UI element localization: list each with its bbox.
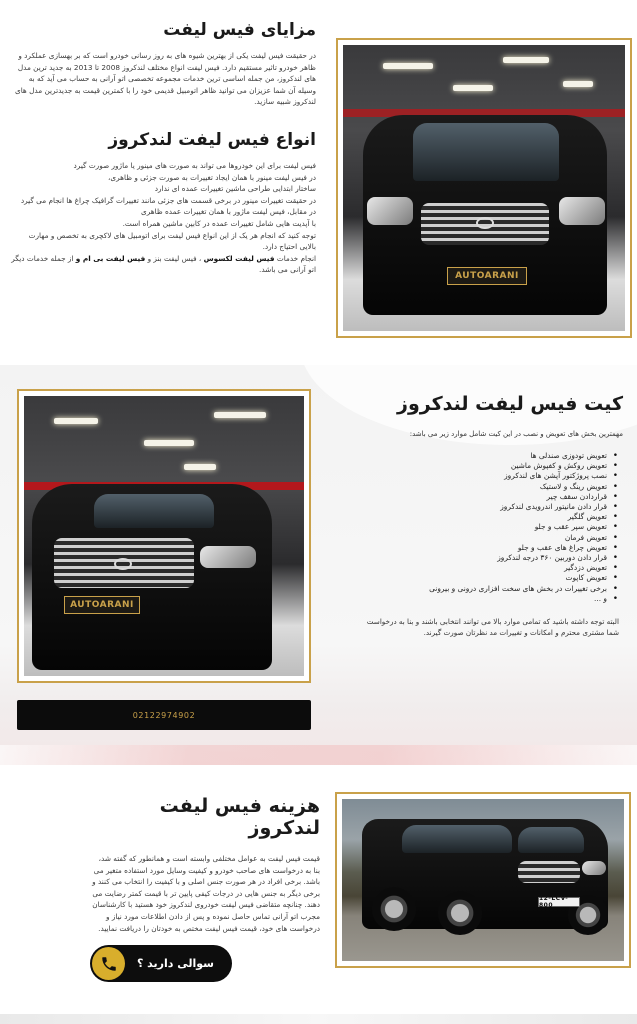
autoarani-plate: AUTOARANI: [64, 596, 140, 614]
toyota-emblem-icon: [476, 217, 494, 229]
landcruiser-front-photo-frame: [336, 38, 632, 338]
kit-note: البته توجه داشته باشید که تمامی موارد بالا می توانند انتخابی باشند و بنا به درخواست شما مشتری محترم و امکانات و تغییرات مد نظرتان صورت گیرند.: [366, 617, 619, 638]
landcruiser-showroom-photo: [24, 396, 304, 676]
list-item: • و ...: [355, 594, 607, 604]
list-item: • تعویض گلگیر: [355, 512, 607, 522]
landcruiser-outdoor-photo: [342, 799, 624, 961]
heading-types: انواع فیس لیفت لندکروز: [108, 129, 316, 150]
services-mid: ، فیس لیفت بنز و: [147, 253, 202, 263]
list-item: • قراردادن سقف چیر: [355, 492, 607, 502]
types-line: در حقیقت تغییرات مینور در برخی قسمت های جزئی مانند تغییرات گرافیک چراغ ها انجام می گیرد: [20, 195, 316, 205]
list-item: • تعویض کاپوت: [355, 573, 607, 583]
advantages-text-block: [10, 20, 316, 276]
section-facelift-kit: [0, 365, 637, 765]
list-item: • تعویض چراغ های عقب و جلو: [355, 543, 607, 553]
paragraph-cost: قیمت فیس لیفت به عوامل مختلفی وابسته است و همانطور که گفته شد، بنا به درخواست های صاحب خودرو و کیفیت وسایل مورد استفاده متغیر می باشد. برخی افراد در هر صورت جنس اصلی و با کیفیت را انتخاب می کنند و برخی دیگر به جنس هایی در درجات کیفی پایین تر با قیمت کمتر رضایت می دهند. چنانچه متقاضی فیس لیفت خودروی لندکروز خود هستید با کارشناسان مجرب اتو آرانی تماس حاصل نموده و پس از دادن اطلاعات مورد نیاز و درخواست های خود، قیمت فیس لیفت مختص به خودتان را دریافت نمایید.: [92, 854, 320, 933]
list-item: • تعویض فرمان: [355, 533, 607, 543]
types-line: توجه کنید که انجام هر یک از این انواع فیس لیفت برای اتومبیل های لاکچری به تخصص و مهارت بالایی احتیاج دارد.: [28, 230, 316, 252]
kit-intro: مهمترین بخش های تعویض و نصب در این کیت شامل موارد زیر می باشد:: [409, 430, 623, 438]
heading-kit: کیت فیس لیفت لندکروز: [397, 393, 623, 415]
decorative-band: [0, 745, 637, 765]
footer-strip: [0, 1014, 637, 1024]
heading-advantages: مزایای فیس لیفت: [163, 20, 316, 40]
phone-icon: [92, 947, 125, 980]
types-line: در مقابل، فیس لیفت ماژور با همان تغییرات عمده ظاهری: [141, 207, 316, 217]
list-item: • قرار دادن دوربین ۳۶۰ درجه لندکروز: [355, 553, 607, 563]
question-label: سوالی دارید ؟: [136, 957, 214, 970]
list-item: • تعویض رینگ و لاستیک: [355, 482, 607, 492]
services-suffix: از جمله خدمات دیگر اتو آرانی می باشد.: [11, 253, 316, 275]
toyota-emblem-icon: [114, 558, 132, 570]
list-item: • تعویض دزدگیر: [355, 563, 607, 573]
link-lexus-facelift[interactable]: فیس لیفت لکسوس: [203, 253, 275, 263]
landcruiser-front-photo: [343, 45, 625, 331]
paragraph-types: [10, 160, 316, 276]
heading-cost: هزینه فیس لیفت لندکروز: [159, 795, 320, 839]
list-item: • تعویض تودوزی صندلی ها: [355, 451, 607, 461]
services-prefix: انجام خدمات: [276, 253, 316, 263]
section-advantages: [0, 0, 637, 345]
section-cost: [0, 765, 637, 1024]
types-line: با آپدیت هایی شامل تغییرات عمده در کابین ماشین همراه است.: [122, 218, 316, 228]
types-line: ساختار ابتدایی طراحی ماشین تغییرات عمده ای ندارد: [154, 184, 316, 194]
paragraph-advantages: در حقیقت فیس لیفت یکی از بهترین شیوه های به روز رسانی خودرو است که بر بهسازی عملکرد و ظاهر خودرو تاثیر مستقیم دارد. فیس لیفت انواع مختلف لندکروز 2008 تا 2013 به جدید ترین مدل های لندکروز، من جمله اساسی ترین خدمات مجموعه تخصصی اتو آرانی به حساب می آید که به وسیله آن شما عزیزان می توانید ظاهر اتومبیل قدیمی خود را با کمترین قیمت به جدیدترین مدل های لندکروز شبیه سازید.: [15, 51, 316, 107]
kit-text-block: [355, 393, 623, 638]
question-call-button[interactable]: [90, 945, 232, 982]
list-item: • تعویض سپر عقب و جلو: [355, 522, 607, 532]
types-line: در فیس لیفت مینور با همان ایجاد تغییرات به صورت جزئی و ظاهری،: [108, 172, 316, 182]
list-item: • قرار دادن مانیتور اندرویدی لندکروز: [355, 502, 607, 512]
types-line: فیس لیفت برای این خودروها می تواند به صورت های مینور یا ماژور صورت گیرد: [73, 160, 316, 170]
phone-call-button[interactable]: 02122974902: [17, 700, 311, 730]
kit-items-list: [355, 451, 623, 604]
services-line: [10, 253, 316, 276]
cost-text-block: [92, 795, 320, 934]
landcruiser-showroom-photo-frame: [17, 389, 311, 683]
link-bmw-facelift[interactable]: فیس لیفت بی ام و: [75, 253, 146, 263]
landcruiser-outdoor-photo-frame: [335, 792, 631, 968]
list-item: • نصب پروژکتور آپشن های لندکروز: [355, 471, 607, 481]
license-plate: 12-LCV-800: [538, 897, 580, 907]
autoarani-plate: AUTOARANI: [447, 267, 527, 285]
list-item: • تعویض روکش و کفپوش ماشین: [355, 461, 607, 471]
list-item: • برخی تغییرات در بخش های سخت افزاری درونی و بیرونی: [355, 584, 607, 594]
